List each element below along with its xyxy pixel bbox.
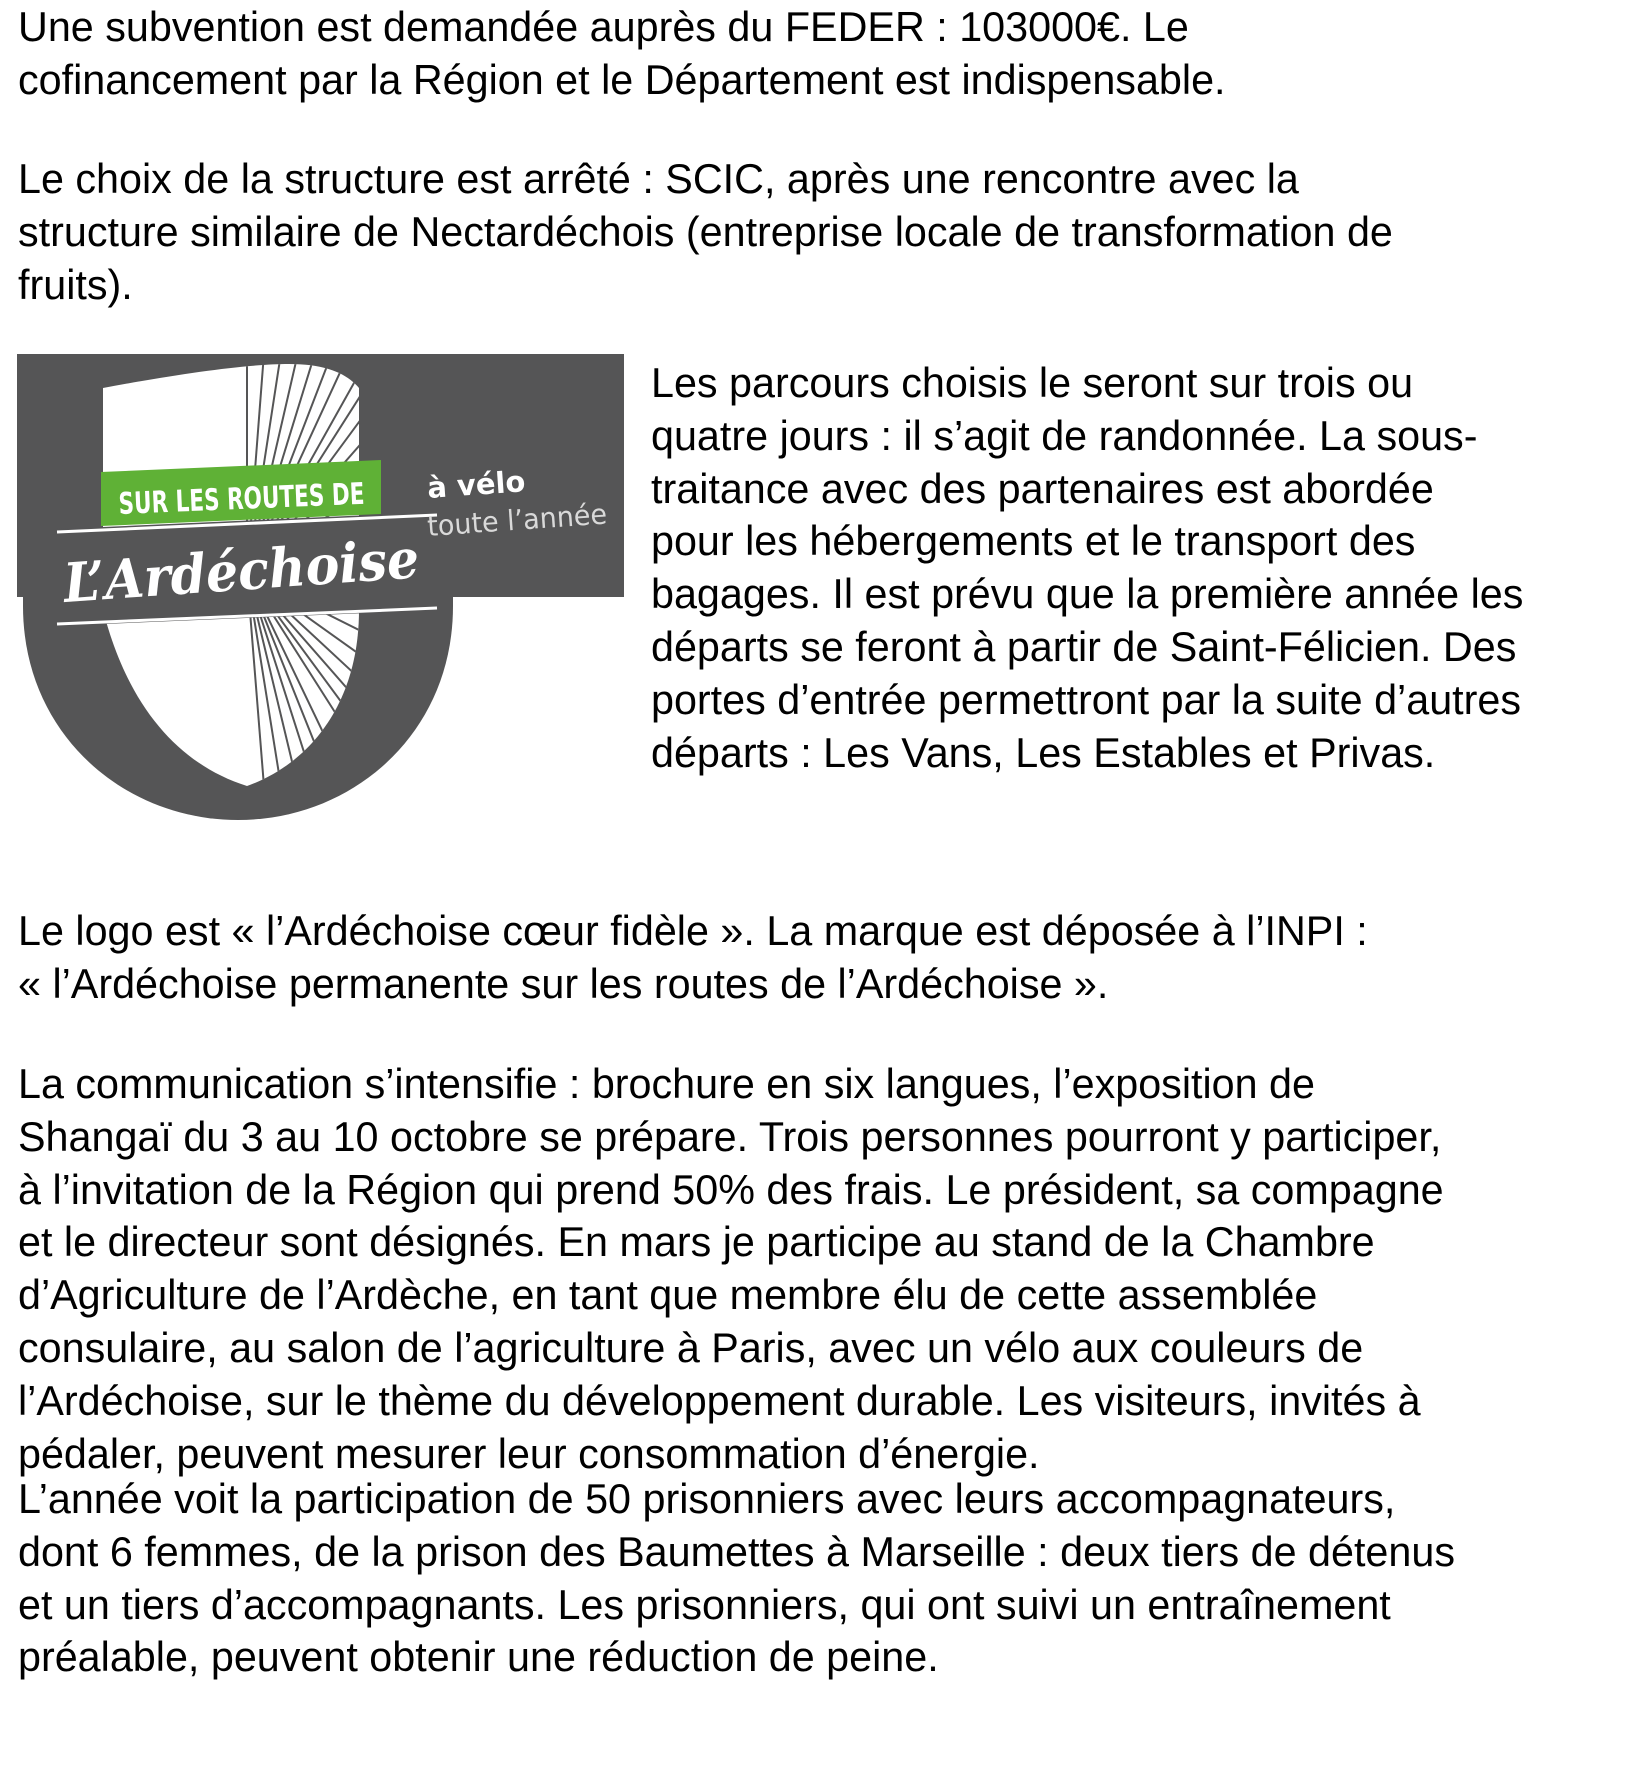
text-line: « l’Ardéchoise permanente sur les routes de l’Ardéchoise ».: [18, 960, 1109, 1007]
paragraph-parcours: [651, 357, 1641, 779]
text-line: dont 6 femmes, de la prison des Baumettes à Marseille : deux tiers de détenus: [18, 1528, 1455, 1575]
text-line: quatre jours : il s’agit de randonnée. La sous-: [651, 412, 1478, 459]
text-line: Une subvention est demandée auprès du FEDER : 103000€. Le: [18, 4, 1189, 50]
text-line: préalable, peuvent obtenir une réduction de peine.: [18, 1634, 939, 1681]
paragraph-feder: [18, 1, 1636, 107]
brand-text: L’Ardéchoise: [61, 524, 445, 615]
tagline-toute-lannee: toute l’année: [426, 497, 615, 543]
text-line: à l’invitation de la Région qui prend 50% des frais. Le président, sa compagne: [18, 1166, 1444, 1213]
text-line: l’Ardéchoise, sur le thème du développement durable. Les visiteurs, invités à: [18, 1377, 1421, 1424]
text-line: départs : Les Vans, Les Estables et Privas.: [651, 729, 1436, 776]
text-line: cofinancement par la Région et le Département est indispensable.: [18, 56, 1226, 103]
text-line: structure similaire de Nectardéchois (entreprise locale de transformation de: [18, 208, 1393, 255]
paragraph-communication: [18, 1058, 1636, 1480]
text-line: portes d’entrée permettront par la suite d’autres: [651, 676, 1521, 723]
text-line: Le choix de la structure est arrêté : SCIC, après une rencontre avec la: [18, 156, 1299, 202]
text-line: et un tiers d’accompagnants. Les prisonniers, qui ont suivi un entraînement: [18, 1581, 1391, 1628]
paragraph-prisonniers: [18, 1473, 1636, 1684]
text-line: pédaler, peuvent mesurer leur consommation d’énergie.: [18, 1430, 1040, 1477]
text-line: consulaire, au salon de l’agriculture à Paris, avec un vélo aux couleurs de: [18, 1324, 1364, 1371]
paragraph-structure: [18, 153, 1636, 311]
text-line: Le logo est « l’Ardéchoise cœur fidèle ». La marque est déposée à l’INPI :: [18, 908, 1368, 954]
text-line: pour les hébergements et le transport des: [651, 518, 1416, 565]
text-line: La communication s’intensifie : brochure en six langues, l’exposition de: [18, 1061, 1315, 1107]
text-line: bagages. Il est prévu que la première année les: [651, 571, 1524, 618]
tagline-a-velo: à vélo: [426, 464, 527, 505]
banner-text: SUR LES ROUTES DE: [117, 472, 462, 522]
text-line: Shangaï du 3 au 10 octobre se prépare. Trois personnes pourront y participer,: [18, 1113, 1442, 1160]
text-line: départs se feront à partir de Saint-Félicien. Des: [651, 623, 1517, 670]
text-line: et le directeur sont désignés. En mars je participe au stand de la Chambre: [18, 1219, 1375, 1266]
ardechoise-logo: [17, 354, 624, 820]
text-line: L’année voit la participation de 50 prisonniers avec leurs accompagnateurs,: [18, 1476, 1396, 1522]
text-line: traitance avec des partenaires est abordée: [651, 465, 1434, 512]
paragraph-logo-marque: [18, 905, 1636, 1011]
text-line: d’Agriculture de l’Ardèche, en tant que membre élu de cette assemblée: [18, 1272, 1318, 1319]
text-line: Les parcours choisis le seront sur trois ou: [651, 360, 1414, 406]
text-line: fruits).: [18, 261, 133, 308]
